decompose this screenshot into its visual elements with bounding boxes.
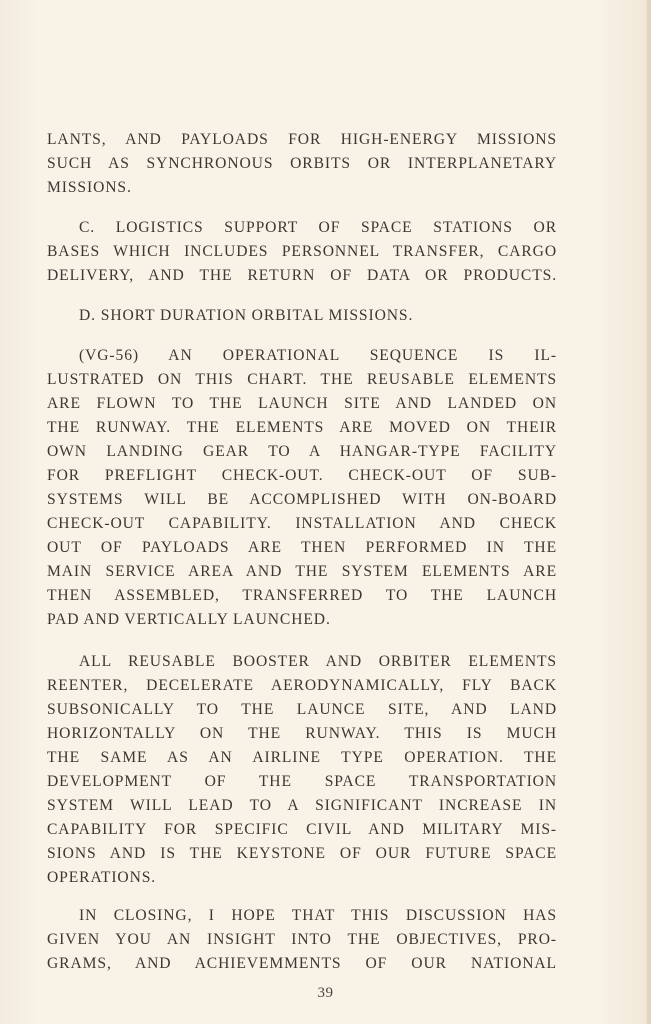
paragraph-reusable-elements <box>47 650 557 890</box>
text-line: GRAMS, AND ACHIEVEMMENTS OF OUR NATIONAL <box>47 955 557 972</box>
text-line: FOR PREFLIGHT CHECK-OUT. CHECK-OUT OF SUB- <box>47 467 557 484</box>
text-line: C. LOGISTICS SUPPORT OF SPACE STATIONS OR <box>79 219 557 236</box>
text-line: SYSTEMS WILL BE ACCOMPLISHED WITH ON-BOARD <box>47 491 557 508</box>
text-line: REENTER, DECELERATE AERODYNAMICALLY, FLY BACK <box>47 677 557 694</box>
text-line: DELIVERY, AND THE RETURN OF DATA OR PRODUCTS. <box>47 267 557 284</box>
text-line: MISSIONS. <box>47 179 132 196</box>
text-line: D. SHORT DURATION ORBITAL MISSIONS. <box>79 307 414 324</box>
text-line: SUBSONICALLY TO THE LAUNCE SITE, AND LAND <box>47 701 557 718</box>
text-line: ALL REUSABLE BOOSTER AND ORBITER ELEMENTS <box>79 653 557 670</box>
text-line: SIONS AND IS THE KEYSTONE OF OUR FUTURE SPACE <box>47 845 557 862</box>
text-line: OPERATIONS. <box>47 869 157 886</box>
text-line: (VG-56) AN OPERATIONAL SEQUENCE IS IL- <box>79 347 557 364</box>
page-edge <box>647 0 651 1024</box>
text-line: GIVEN YOU AN INSIGHT INTO THE OBJECTIVES, PRO- <box>47 931 557 948</box>
text-line: DEVELOPMENT OF THE SPACE TRANSPORTATION <box>47 773 557 790</box>
text-line: LANTS, AND PAYLOADS FOR HIGH-ENERGY MISSIONS <box>47 131 557 148</box>
text-line: LUSTRATED ON THIS CHART. THE REUSABLE ELEMENTS <box>47 371 557 388</box>
text-line: HORIZONTALLY ON THE RUNWAY. THIS IS MUCH <box>47 725 557 742</box>
paragraph-closing <box>47 904 557 976</box>
paragraph-item-c <box>47 216 557 288</box>
paragraph-operational-sequence <box>47 344 557 632</box>
text-line: SUCH AS SYNCHRONOUS ORBITS OR INTERPLANETARY <box>47 155 557 172</box>
text-line: IN CLOSING, I HOPE THAT THIS DISCUSSION HAS <box>79 907 557 924</box>
text-line: THEN ASSEMBLED, TRANSFERRED TO THE LAUNCH <box>47 587 557 604</box>
text-line: MAIN SERVICE AREA AND THE SYSTEM ELEMENTS ARE <box>47 563 557 580</box>
text-line: CAPABILITY FOR SPECIFIC CIVIL AND MILITARY MIS- <box>47 821 557 838</box>
paragraph-item-d <box>47 304 557 328</box>
page-number: 39 <box>317 985 334 1001</box>
text-line: BASES WHICH INCLUDES PERSONNEL TRANSFER, CARGO <box>47 243 557 260</box>
paragraph-continuation <box>47 128 557 200</box>
text-line: OUT OF PAYLOADS ARE THEN PERFORMED IN THE <box>47 539 557 556</box>
text-line: ARE FLOWN TO THE LAUNCH SITE AND LANDED ON <box>47 395 557 412</box>
text-line: OWN LANDING GEAR TO A HANGAR-TYPE FACILITY <box>47 443 557 460</box>
text-line: PAD AND VERTICALLY LAUNCHED. <box>47 611 331 628</box>
text-line: THE RUNWAY. THE ELEMENTS ARE MOVED ON THEIR <box>47 419 557 436</box>
text-line: THE SAME AS AN AIRLINE TYPE OPERATION. THE <box>47 749 557 766</box>
text-line: CHECK-OUT CAPABILITY. INSTALLATION AND CHECK <box>47 515 557 532</box>
text-line: SYSTEM WILL LEAD TO A SIGNIFICANT INCREASE IN <box>47 797 557 814</box>
